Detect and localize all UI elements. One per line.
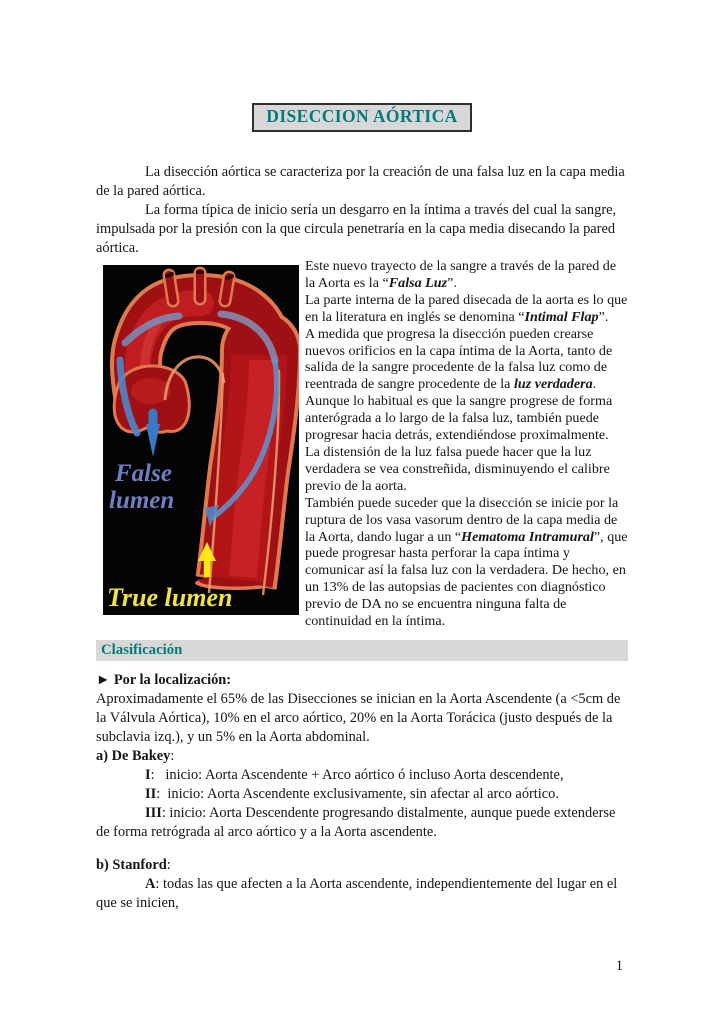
body-paragraph-anterograda: Aunque lo habitual es que la sangre progrese de forma anterógrada a lo largo de la falsa luz, también puede progresar hacia detrás, extendiéndose proximalmente.: [305, 393, 616, 444]
stanford-heading: b) Stanford:: [96, 856, 171, 873]
figure-and-text-block: [96, 258, 632, 630]
section-header-clasificacion: Clasificación: [96, 640, 628, 661]
false-lumen-label-line1: False: [115, 460, 172, 487]
debakey-item-3: III: inicio: Aorta Descendente progresando distalmente, aunque puede extenderse de forma retrógrada al arco aórtico y a la Aorta ascendente.: [96, 804, 619, 840]
debakey-item-2: II: inicio: Aorta Ascendente exclusivamente, sin afectar al arco aórtico.: [145, 785, 559, 802]
false-lumen-label-line2: lumen: [109, 487, 175, 514]
body-paragraph-hematoma: También puede suceder que la disección se inicie por la ruptura de los vasa vasorum dentro de la capa media de la Aorta, dando lugar a un “Hematoma Intramural”, que puede progresar hasta perforar la capa íntima y comunicar así la falsa luz con la verdadera. De hecho, en un 13% de las autopsias de pacientes con diagnóstico previo de DA no se encuentra ninguna falta de continuidad en la íntima.: [305, 494, 632, 630]
intro-paragraph-2: La forma típica de inicio sería un desgarro en la íntima a través del cual la sangre, impulsada por la presión con la que circula penetraría en la capa media disecando la pared aórtica.: [96, 202, 620, 256]
document-content: [96, 0, 632, 913]
body-paragraph-distension: La distensión de la luz falsa puede hacer que la luz verdadera se vea constreñida, disminuyendo el calibre previo de la aorta.: [305, 443, 614, 494]
aorta-dissection-illustration: [103, 265, 299, 615]
body-paragraph-intimal-flap: La parte interna de la pared disecada de la aorta es lo que en la literatura en inglés se denomina “Intimal Flap”.: [305, 291, 631, 325]
stanford-item-a: A: todas las que afecten a la Aorta ascendente, independientemente del lugar en el que se inicien,: [96, 875, 621, 911]
localization-heading: ► Por la localización:: [96, 671, 232, 688]
doc-title: DISECCION AÓRTICA: [252, 103, 471, 132]
body-paragraph-orificios: A medida que progresa la disección pueden crearse nuevos orificios en la capa íntima de la Aorta, tanto de salida de la sangre procedente de la falsa luz como de reentrada de sangre procedente de la luz verdadera.: [305, 325, 616, 393]
title-row: [96, 103, 628, 132]
aorta-figure: [103, 265, 299, 615]
body-paragraph-falsa-luz: Este nuevo trayecto de la sangre a través de la pared de la Aorta es la “Falsa Luz”.: [305, 258, 620, 291]
intro-paragraph-1: La disección aórtica se caracteriza por la creación de una falsa luz en la capa media de la pared aórtica.: [96, 164, 629, 199]
localization-paragraph: Aproximadamente el 65% de las Disecciones se inician en la Aorta Ascendente (a <5cm de la Válvula Aórtica), 10% en el arco aórtico, 20% en la Aorta Torácica (justo después de la subclavia izq.), y un 5% en la Aorta abdominal.: [96, 690, 625, 745]
page-number: 1: [615, 958, 623, 974]
debakey-item-1: I: inicio: Aorta Ascendente + Arco aórtico ó incluso Aorta descendente,: [145, 766, 564, 783]
debakey-heading: a) De Bakey:: [96, 747, 175, 764]
true-lumen-label: True lumen: [107, 583, 233, 612]
intro-section: [96, 163, 628, 258]
